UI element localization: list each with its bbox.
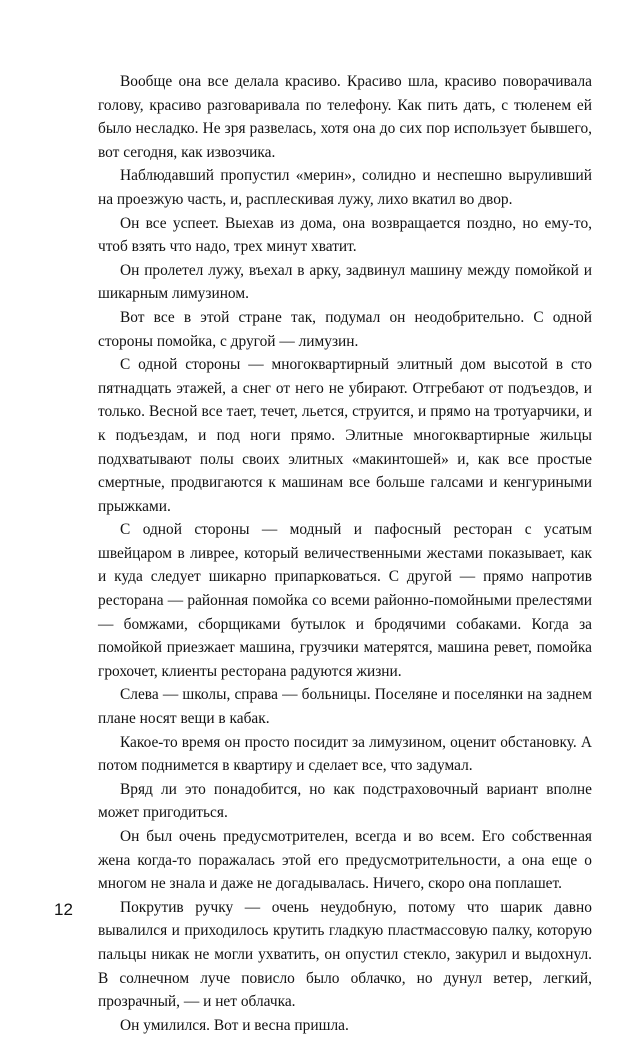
body-text — [98, 70, 592, 1037]
paragraph: Он пролетел лужу, въехал в арку, задвинул машину между помойкой и шикарным лимузином. — [98, 261, 592, 303]
paragraph: Покрутив ручку — очень неудобную, потому что шарик давно вывалился и приходилось крутить гладкую пластмассовую палку, которую пальцы никак не могли ухватить, он опустил стекло, закурил и выдохнул. В солнечном луче повисло было облачко, но дунул ветер, легкий, прозрачный, — и нет облачка. — [98, 898, 592, 1011]
paragraph: Вряд ли это понадобится, но как подстраховочный вариант вполне может пригодиться. — [98, 780, 592, 822]
paragraph: Вот все в этой стране так, подумал он неодобрительно. С одной стороны помойка, с другой — лимузин. — [98, 308, 592, 350]
page-number: 12 — [54, 900, 73, 919]
paragraph: Какое-то время он просто посидит за лимузином, оценит обстановку. А потом поднимется в квартиру и сделает все, что задумал. — [98, 733, 592, 775]
paragraph: С одной стороны — модный и пафосный ресторан с усатым швейцаром в ливрее, который величественными жестами показывает, как и куда следует шикарно припарковаться. С другой — прямо напротив ресторана — районная помойка со всеми районно-помойными прелестями — бомжами, сборщиками бутылок и бродячими собаками. Когда за помойкой приезжает машина, грузчики матерятся, машина ревет, помойка грохочет, клиенты ресторана радуются жизни. — [98, 521, 592, 680]
paragraph: Он был очень предусмотрителен, всегда и во всем. Его собственная жена когда-то поражалась этой его предусмотрительности, а она еще о многом не знала и даже не догадывалась. Ничего, скоро она поплашет. — [98, 828, 592, 893]
paragraph: Он умилился. Вот и весна пришла. — [120, 1016, 349, 1034]
paragraph: Слева — школы, справа — больницы. Поселяне и поселянки на заднем плане носят вещи в кабак. — [98, 686, 592, 728]
paragraph: Вообще она все делала красиво. Красиво шла, красиво поворачивала голову, красиво разговаривала по телефону. Как пить дать, с тюленем ей было несладко. Не зря развелась, хотя она до сих пор использует бывшего, вот сегодня, как извозчика. — [98, 73, 592, 161]
paragraph: Он все успеет. Выехав из дома, она возвращается поздно, но ему-то, чтоб взять что надо, трех минут хватит. — [98, 214, 592, 256]
paragraph: Наблюдавший пропустил «мерин», солидно и неспешно выруливший на проезжую часть, и, расплескивая лужу, лихо вкатил во двор. — [98, 167, 592, 208]
paragraph: С одной стороны — многоквартирный элитный дом высотой в сто пятнадцать этажей, а снег от него не убирают. Отгребают от подъездов, и только. Весной все тает, течет, льется, струится, и прямо на тротуарчики, и к подъездам, и под ноги прямо. Элитные многоквартирные жильцы подхватывают полы своих элитных «макинтошей» и, как все простые смертные, продвигаются к машинам все больше галсами и кенгуриными прыжками. — [98, 356, 592, 515]
